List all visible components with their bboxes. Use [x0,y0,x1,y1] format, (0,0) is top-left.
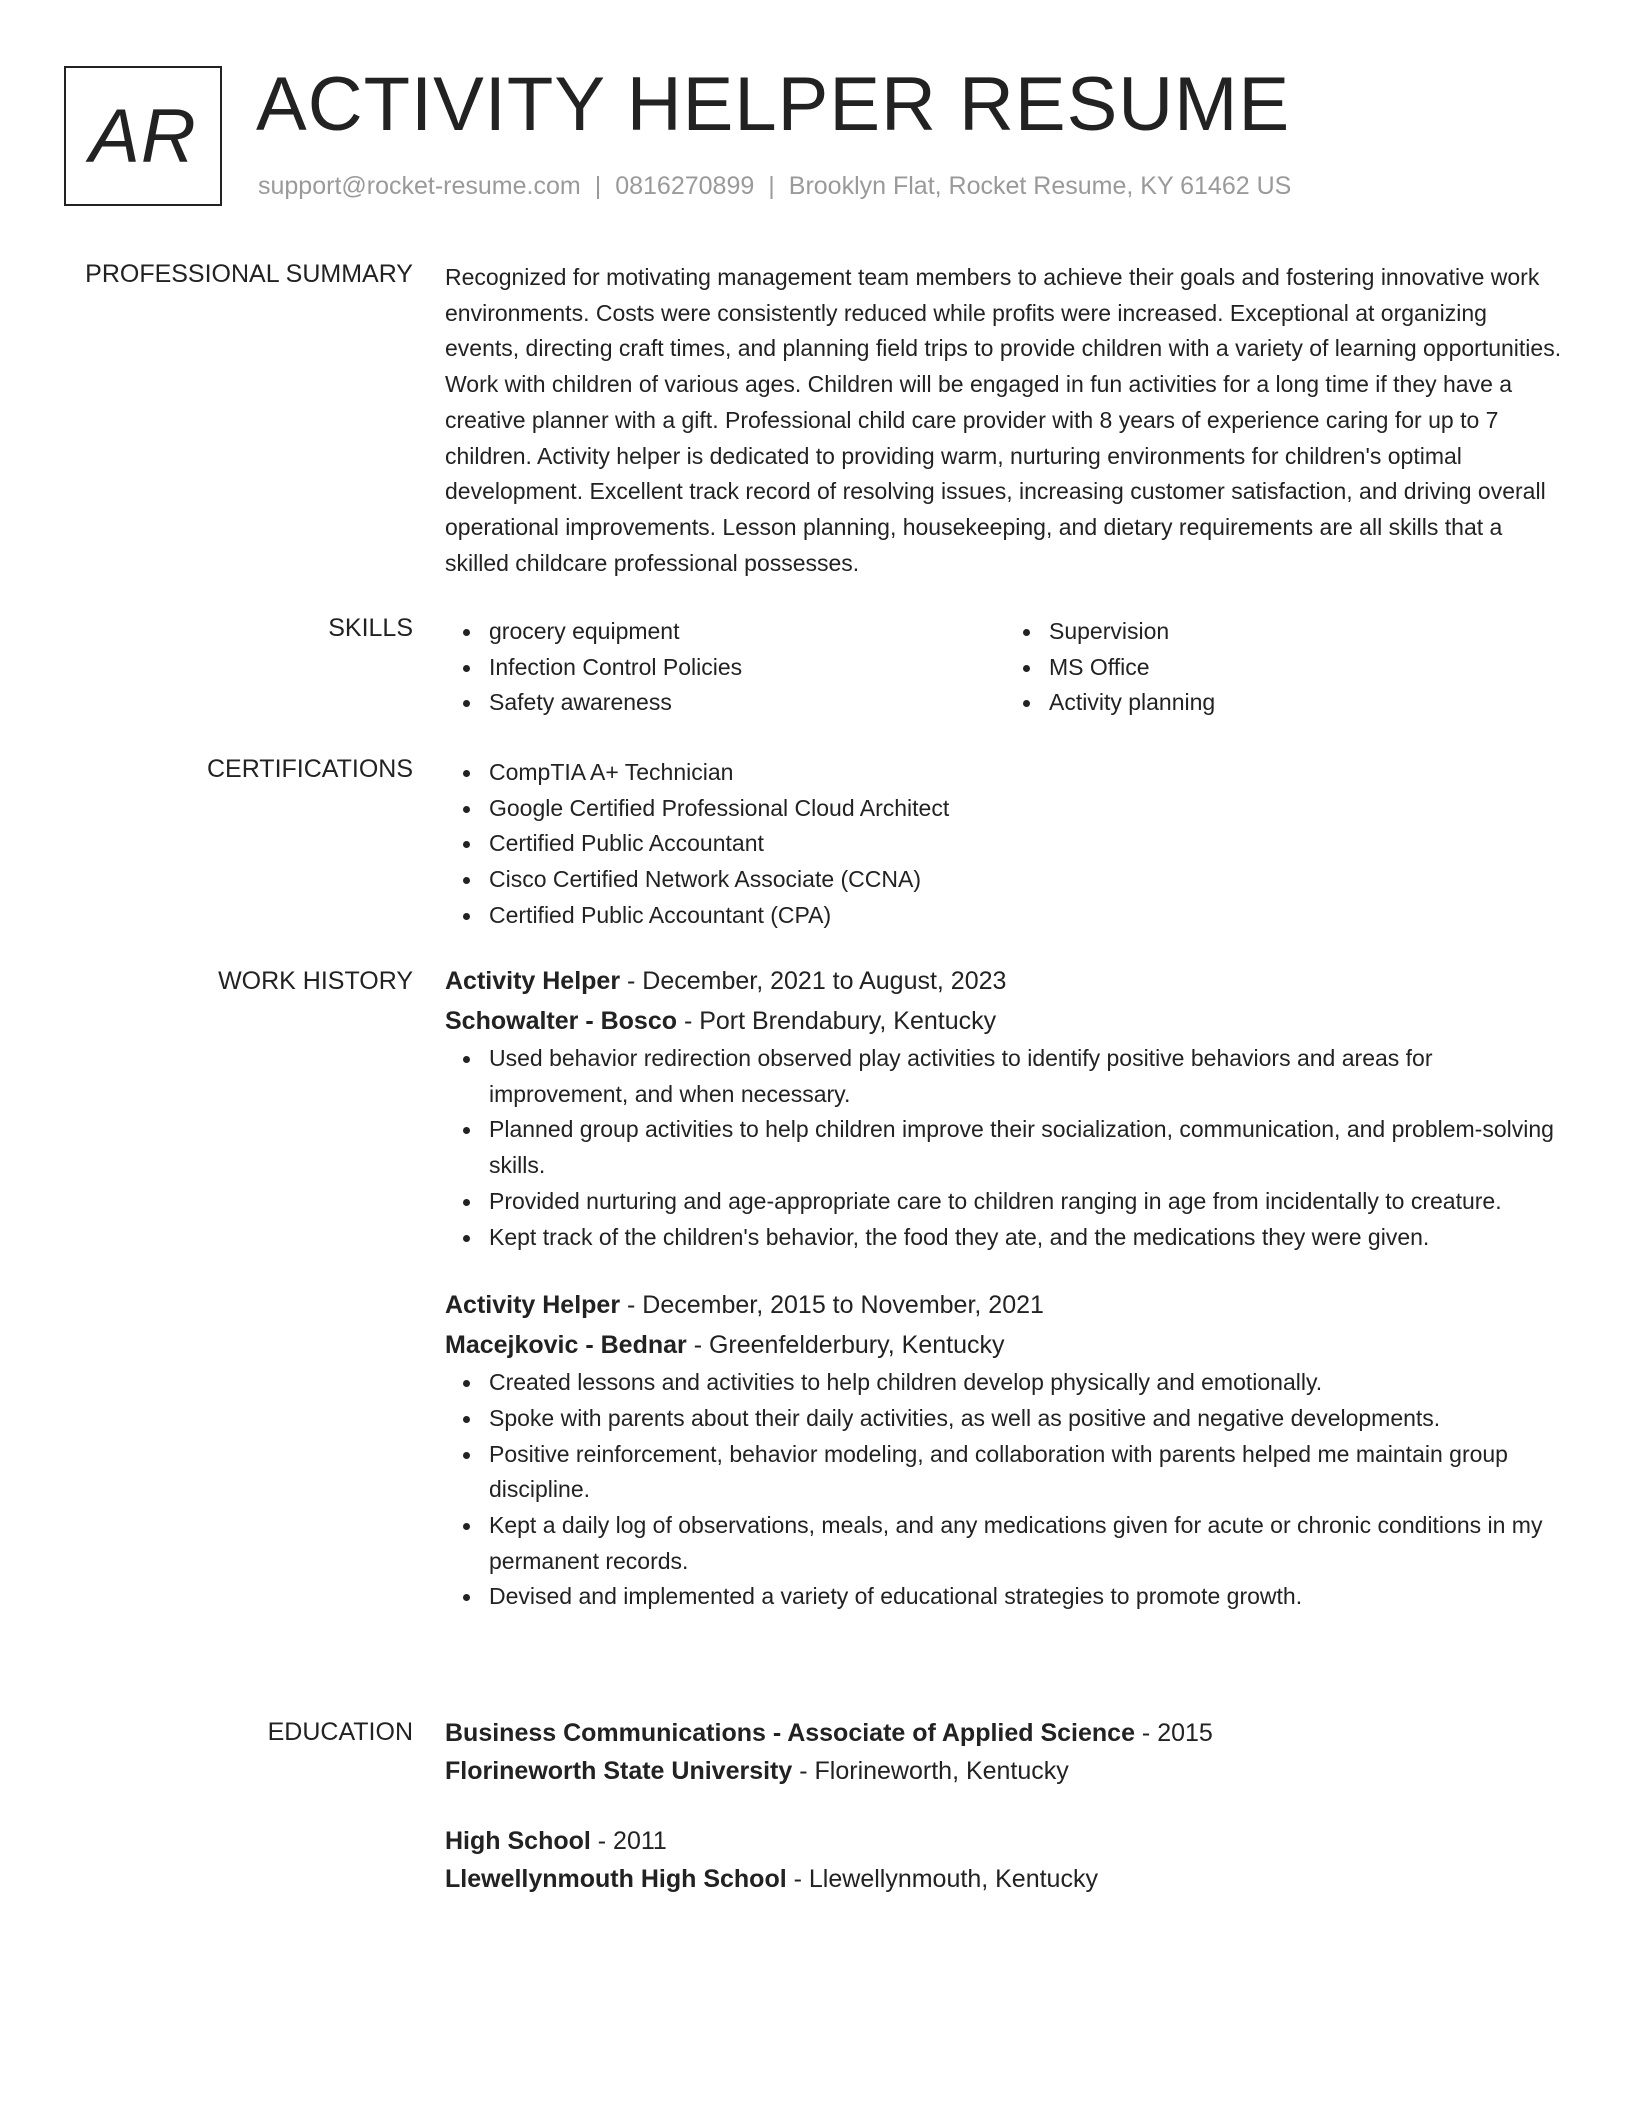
education-degree: Business Communications - Associate of Applied Science [445,1719,1135,1747]
job-dates: - December, 2021 to August, 2023 [620,967,1007,995]
job-entry [445,1285,1565,1615]
certification-item: Cisco Certified Network Associate (CCNA) [489,862,1565,898]
job-bullets [445,1365,1565,1615]
job-company: Macejkovic - Bednar [445,1331,687,1360]
education-label: EDUCATION [267,1718,413,1746]
education-location: - Florineworth, Kentucky [792,1757,1069,1785]
job-bullet: Devised and implemented a variety of educational strategies to promote growth. [489,1579,1565,1615]
job-company-line [445,1001,1565,1041]
work-history-body [445,961,1565,1615]
resume-header [64,62,1564,209]
contact-email: support@rocket-resume.com [258,172,581,200]
skill-item: Infection Control Policies [489,650,1005,686]
certifications-body [445,755,1565,934]
skill-item: Supervision [1049,614,1565,650]
education-degree: High School [445,1827,591,1855]
skills-list-right [1005,614,1565,721]
contact-phone: 0816270899 [615,172,755,200]
education-school: Llewellynmouth High School [445,1865,787,1893]
job-bullet: Kept track of the children's behavior, the food they ate, and the medications they were given. [489,1220,1565,1256]
skill-item: grocery equipment [489,614,1005,650]
education-body [445,1714,1565,1898]
work-history-label: WORK HISTORY [218,967,413,995]
contact-separator: | [768,172,775,200]
skill-item: Safety awareness [489,685,1005,721]
skills-list-left [445,614,1005,721]
job-bullet: Spoke with parents about their daily activities, as well as positive and negative developments. [489,1401,1565,1437]
education-year: - 2015 [1134,1719,1213,1747]
education-degree-line [445,1822,1565,1860]
job-title: Activity Helper [445,1291,621,1320]
certification-item: Google Certified Professional Cloud Architect [489,791,1565,827]
certification-item: Certified Public Accountant [489,826,1565,862]
summary-label: PROFESSIONAL SUMMARY [85,260,413,288]
job-location: - Greenfelderbury, Kentucky [686,1331,1005,1360]
education-degree-line [445,1714,1565,1752]
job-bullet: Planned group activities to help children improve their socialization, communication, and problem-solving skills. [489,1112,1565,1183]
job-bullet: Provided nurturing and age-appropriate care to children ranging in age from incidentally to creature. [489,1184,1565,1220]
education-year: - 2011 [590,1827,667,1855]
certifications-list [445,755,1565,934]
job-entry [445,961,1565,1255]
initials-monogram: AR [64,66,222,206]
skills-label: SKILLS [328,614,413,642]
education-school-line [445,1860,1565,1898]
education-location: - Llewellynmouth, Kentucky [786,1865,1098,1893]
job-bullet: Kept a daily log of observations, meals, and any medications given for acute or chronic conditions in my permanent records. [489,1508,1565,1579]
job-bullet: Used behavior redirection observed play activities to identify positive behaviors and areas for improvement, and when necessary. [489,1041,1565,1112]
job-bullet: Created lessons and activities to help children develop physically and emotionally. [489,1365,1565,1401]
certification-item: Certified Public Accountant (CPA) [489,898,1565,934]
skill-item: MS Office [1049,650,1565,686]
job-company: Schowalter - Bosco [445,1007,677,1035]
education-entry [445,1714,1565,1790]
job-bullets [445,1041,1565,1255]
job-location: - Port Brendabury, Kentucky [677,1007,997,1035]
job-dates: - December, 2015 to November, 2021 [620,1291,1044,1320]
contact-line [258,172,1291,201]
contact-separator: | [594,172,602,200]
education-school-line [445,1752,1565,1790]
job-title-line [445,961,1565,1001]
summary-text: Recognized for motivating management team members to achieve their goals and fostering innovative work environments. Costs were consistently reduced while profits were increased. Exceptional at organizing events, directing craft times, and planning field trips to provide children with a variety of learning opportunities. Work with children of various ages. Children will be engaged in fun activities for a long time if they have a creative planner with a gift. Professional child care provider with 8 years of experience caring for up to 7 children. Activity helper is dedicated to providing warm, nurturing environments for children's optimal development. Excellent track record of resolving issues, increasing customer satisfaction, and driving overall operational improvements. Lesson planning, housekeeping, and dietary requirements are all skills that a skilled childcare professional possesses. [445,264,1562,576]
certifications-label: CERTIFICATIONS [206,755,413,783]
job-title: Activity Helper [445,967,621,995]
job-bullet: Positive reinforcement, behavior modeling, and collaboration with parents helped me maintain group discipline. [489,1437,1565,1508]
job-title-line [445,1285,1565,1325]
education-school: Florineworth State University [445,1757,793,1785]
skills-body [445,614,1565,721]
job-company-line [445,1325,1565,1365]
contact-address: Brooklyn Flat, Rocket Resume, KY 61462 US [788,172,1292,200]
certification-item: CompTIA A+ Technician [489,755,1565,791]
education-entry [445,1822,1565,1898]
skill-item: Activity planning [1049,685,1565,721]
summary-body [445,260,1565,581]
resume-title: ACTIVITY HELPER RESUME [256,62,1291,147]
